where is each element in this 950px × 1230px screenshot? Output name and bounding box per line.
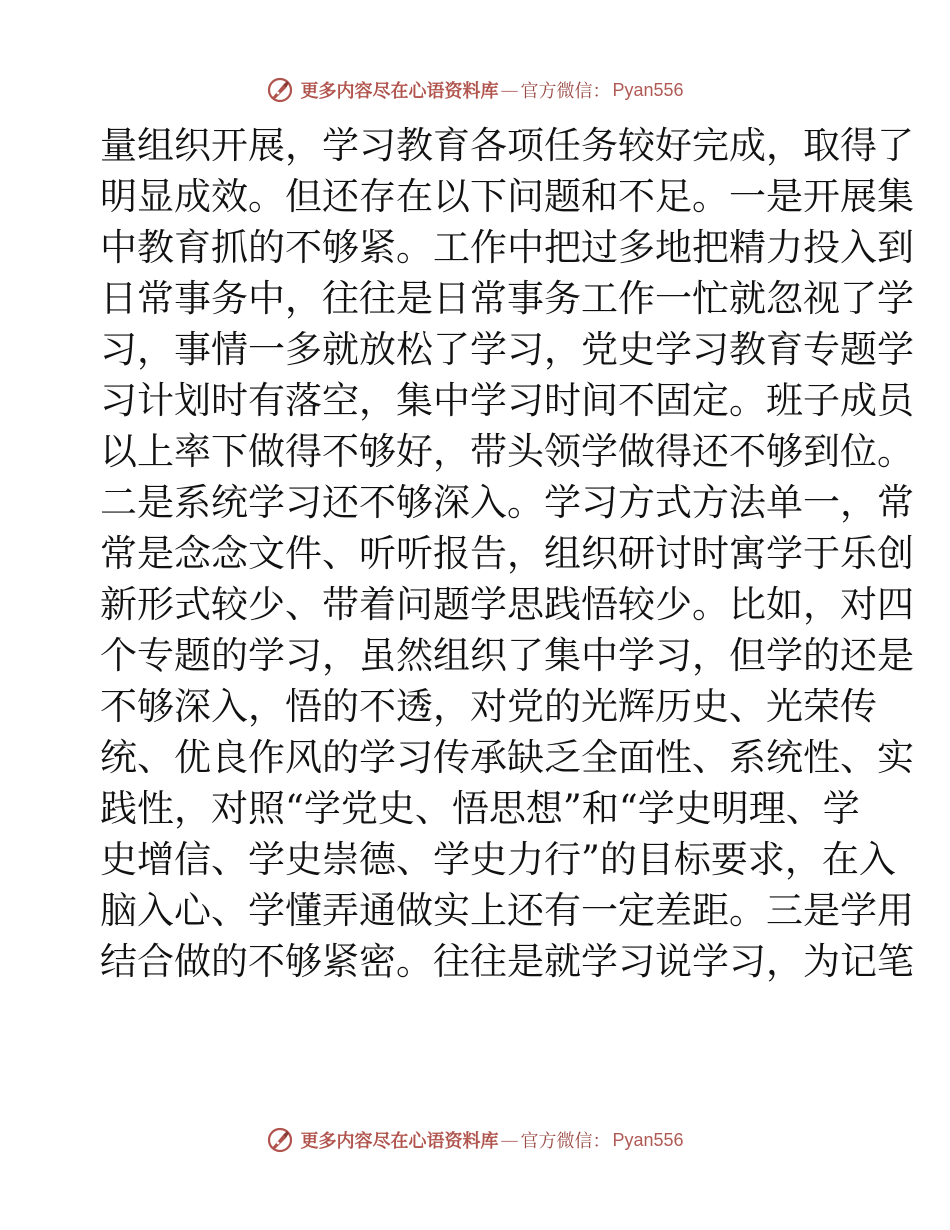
text-line: 以上率下做得不够好，带头领学做得还不够到位。 — [100, 430, 914, 473]
text-line: 个专题的学习，虽然组织了集中学习，但学的还是 — [100, 634, 914, 677]
text-line: 践性，对照“学党史、悟思想”和“学史明理、学 — [100, 787, 860, 830]
text-line: 中教育抓的不够紧。工作中把过多地把精力投入到 — [100, 226, 914, 269]
text-line: 明显成效。但还存在以下问题和不足。一是开展集 — [100, 175, 914, 218]
text-line: 常是念念文件、听听报告，组织研讨时寓学于乐创 — [100, 532, 914, 575]
pen-logo-icon — [266, 76, 294, 104]
text-line: 新形式较少、带着问题学思践悟较少。比如，对四 — [100, 583, 914, 626]
text-line: 量组织开展，学习教育各项任务较好完成，取得了 — [100, 124, 914, 167]
watermark-footer — [0, 1120, 950, 1160]
watermark-wechat-id: Pyan556 — [612, 1129, 684, 1150]
text-line: 习，事情一多就放松了学习，党史学习教育专题学 — [100, 328, 914, 371]
watermark-dash: — — [500, 79, 519, 101]
text-line: 不够深入，悟的不透，对党的光辉历史、光荣传 — [100, 685, 877, 728]
watermark-dash: — — [500, 1129, 519, 1151]
body-text — [100, 120, 914, 987]
text-line: 二是系统学习还不够深入。学习方式方法单一，常 — [100, 481, 914, 524]
pen-logo-icon — [266, 1126, 294, 1154]
watermark-main-text: 更多内容尽在心语资料库 — [300, 1131, 499, 1152]
text-line: 习计划时有落空，集中学习时间不固定。班子成员 — [100, 379, 914, 422]
watermark-header — [0, 70, 950, 110]
watermark-main-text: 更多内容尽在心语资料库 — [300, 81, 499, 102]
text-line: 日常事务中，往往是日常事务工作一忙就忽视了学 — [100, 277, 914, 320]
text-line: 史增信、学史崇德、学史力行”的目标要求，在入 — [100, 838, 896, 881]
watermark-wechat-label: 官方微信： — [520, 81, 611, 102]
watermark-wechat-id: Pyan556 — [612, 79, 684, 100]
text-line: 统、优良作风的学习传承缺乏全面性、系统性、实 — [100, 736, 914, 779]
text-line: 结合做的不够紧密。往往是就学习说学习，为记笔 — [100, 940, 914, 983]
watermark-wechat-label: 官方微信： — [520, 1131, 611, 1152]
text-line: 脑入心、学懂弄通做实上还有一定差距。三是学用 — [100, 889, 914, 932]
